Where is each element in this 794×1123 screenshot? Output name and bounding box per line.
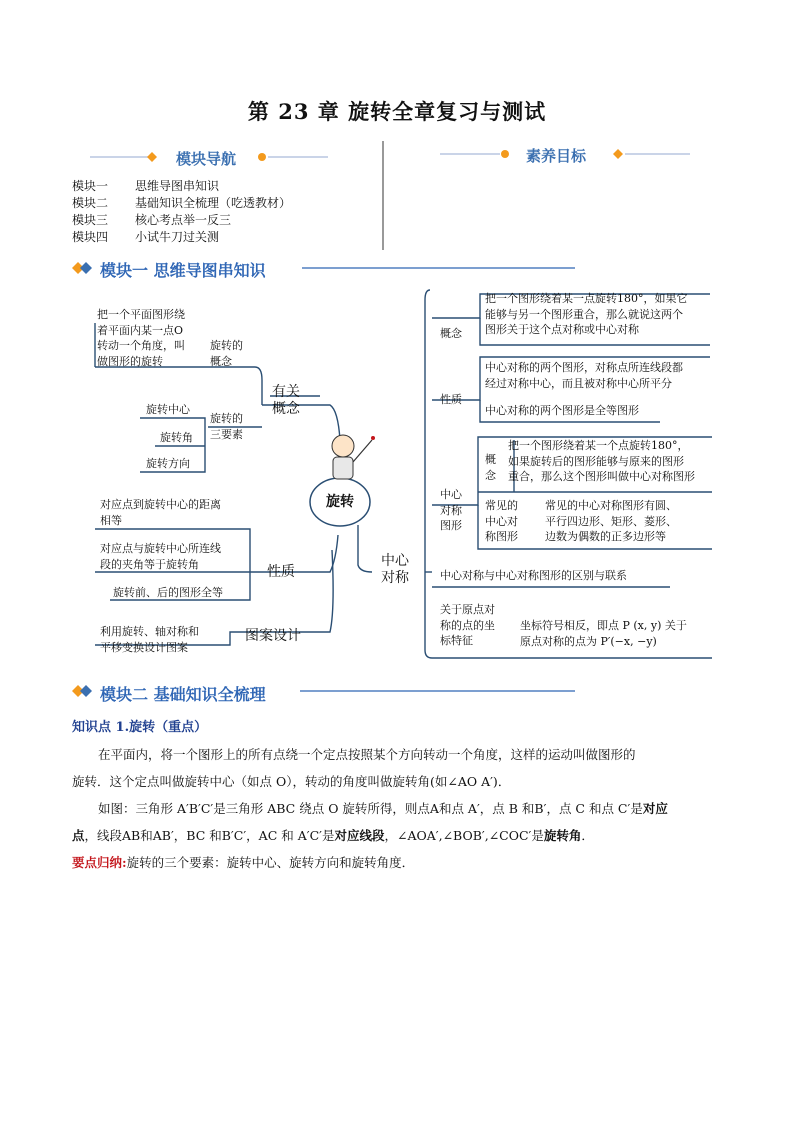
cs-property-1: 中心对称的两个图形，对称点所连线段都 经过对称中心，而且被对称中心所平分: [485, 361, 683, 390]
nav-item-1[interactable]: 模块一 思维导图串知识: [72, 179, 220, 193]
key-summary: 要点归纳:旋转的三个要素：旋转中心、旋转方向和旋转角度．: [72, 855, 415, 870]
origin-label: 关于原点对 称的点的坐 标特征: [440, 603, 495, 647]
section-2-heading: 模块二 基础知识全梳理: [100, 685, 266, 704]
cs-difference: 中心对称与中心对称图形的区别与联系: [440, 569, 627, 582]
nav-header: 模块导航: [176, 150, 237, 168]
cs-figure-concept-label: 概 念: [485, 453, 496, 482]
property-1: 对应点到旋转中心的距离 相等: [100, 498, 221, 527]
property-3: 旋转前、后的图形全等: [113, 586, 223, 599]
paragraph-2b: 点，线段AB和AB′，BC 和B′C′，AC 和 A′C′是对应线段，∠AOA′,∠BOB′,∠COC′是旋转角．: [72, 828, 594, 843]
section-1-heading: 模块一 思维导图串知识: [100, 261, 266, 280]
property-2: 对应点与旋转中心所连线 段的夹角等于旋转角: [100, 542, 221, 571]
nav-item-4[interactable]: 模块四 小试牛刀过关测: [72, 230, 220, 244]
goals-header: 素养目标: [526, 147, 587, 165]
rotation-direction: 旋转方向: [146, 457, 190, 470]
common-figures-text: 常见的中心对称图形有圆、 平行四边形、矩形、菱形、 边数为偶数的正多边形等: [545, 499, 677, 543]
paragraph-1: 在平面内，将一个图形上的所有点绕一个定点按照某个方向转动一个角度，这样的运动叫做图形的: [98, 747, 636, 762]
cs-figure-label: 中心 对称 图形: [440, 488, 462, 532]
cs-concept-label: 概念: [440, 327, 462, 340]
rotation-center: 旋转中心: [146, 403, 190, 416]
center-node[interactable]: 旋转: [326, 494, 354, 510]
design-text: 利用旋转、轴对称和 平移变换设计图案: [100, 625, 199, 654]
rotation-concept-label: 旋转的 概念: [210, 339, 243, 368]
paragraph-2a: 如图：三角形 A′B′C′是三角形 ABC 绕点 O 旋转所得，则点A和点 A′，点 B 和B′，点 C 和点 C′是对应: [98, 801, 668, 816]
property-node[interactable]: 性质: [267, 564, 295, 580]
nav-item-3[interactable]: 模块三 核心考点举一反三: [72, 213, 232, 227]
rotation-angle: 旋转角: [160, 431, 193, 444]
cs-concept-text: 把一个图形绕着某一点旋转180°，如果它 能够与另一个图形重合，那么就说这两个 图形关于这个点对称或中心对称: [485, 292, 688, 336]
cs-property-label: 性质: [440, 393, 462, 406]
nav-item-2[interactable]: 模块二 基础知识全梳理（吃透教材）: [72, 196, 292, 210]
cs-figure-concept-text: 把一个图形绕着某一个点旋转180°， 如果旋转后的图形能够与原来的图形 重合，那么这个图形叫做中心对称图形: [508, 439, 695, 483]
common-figures-label: 常见的 中心对 称图形: [485, 499, 518, 543]
rotation-definition: 把一个平面图形绕 着平面内某一点O 转动一个角度，叫 做图形的旋转: [97, 308, 185, 368]
central-symmetry-node[interactable]: 中心 对称: [381, 553, 409, 586]
page-title: 第 23 章 旋转全章复习与测试: [247, 99, 547, 124]
origin-text: 坐标符号相反，即点 P (x, y) 关于 原点对称的点为 P′(−x, −y): [520, 619, 687, 648]
paragraph-1b: 旋转．这个定点叫做旋转中心（如点 O），转动的角度叫做旋转角(如∠AO A′)．: [72, 774, 511, 789]
concept-node[interactable]: 有关 概念: [272, 384, 300, 417]
knowledge-point-1: 知识点 1.旋转（重点）: [72, 720, 208, 735]
cs-property-2: 中心对称的两个图形是全等图形: [485, 404, 639, 417]
three-elements-label: 旋转的 三要素: [210, 412, 243, 441]
design-node[interactable]: 图案设计: [245, 628, 301, 644]
